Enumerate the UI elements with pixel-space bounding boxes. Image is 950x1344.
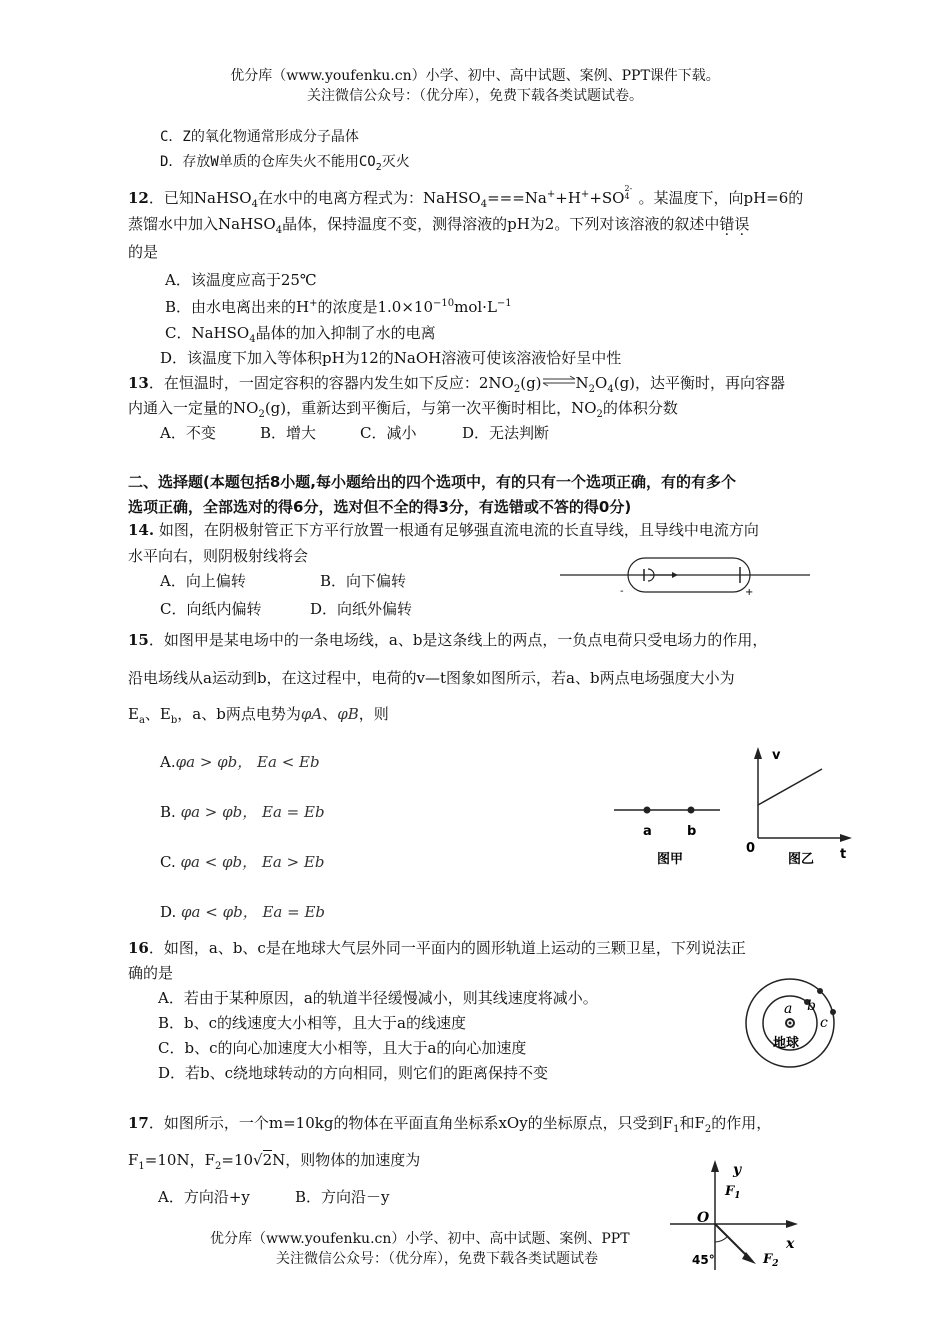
earth-label: 地球 <box>773 1036 800 1051</box>
q14-line-1: 14. 如图，在阴极射管正下方平行放置一根通有足够强直流电流的长直导线，且导线中电流方向 <box>128 521 759 539</box>
y-axis-label: y <box>733 1162 742 1178</box>
x-axis-label: x <box>786 1236 795 1252</box>
force-coordinate-figure <box>660 1160 810 1280</box>
q16-option-b: B．b、c的线速度大小相等，且大于a的线速度 <box>158 1014 466 1032</box>
q11-option-d: D．存放W单质的仓库失火不能用$CO_2$灭火 <box>160 154 410 173</box>
q17-option-b: B．方向沿－y <box>295 1188 390 1206</box>
q16-option-a: A．若由于某种原因，a的轨道半径缓慢减小，则其线速度将减小。 <box>158 989 598 1007</box>
satellite-c-label: c <box>820 1015 828 1031</box>
point-b-dot <box>688 807 695 814</box>
satellite-c-dot <box>830 1009 836 1015</box>
header-line-1: 优分库（www.youfenku.cn）小学、初中、高中试题、案例、PPT课件下载。 <box>230 68 720 84</box>
q17-line-2: $F_1=10N$，$F_2=10√2N$，则物体的加速度为 <box>128 1151 421 1172</box>
q12-line-3: 的是 <box>128 243 159 261</box>
q13-option-b: B．增大 <box>260 424 317 442</box>
q13-option-a: A．不变 <box>160 424 216 442</box>
point-a-label: a <box>643 824 652 839</box>
q14-option-a: A．向上偏转 <box>160 572 246 590</box>
q15-option-d: D. φa < φb， Ea = Eb <box>160 903 326 921</box>
q16-line-1: 16．如图，a、b、c是在地球大气层外同一平面内的圆形轨道上运动的三颗卫星，下列说法正 <box>128 939 746 957</box>
footer-line-1: 优分库（www.youfenku.cn）小学、初中、高中试题、案例、PPT <box>210 1231 630 1247</box>
q14-option-c: C．向纸内偏转 <box>160 600 262 618</box>
section-2-heading-line-2: 选项正确，全部选对的得6分，选对但不全的得3分，有选错或不答的得0分) <box>128 498 632 516</box>
q15-line-3: $E_a$、$E_b$，a、b两点电势为φA、φB，则 <box>128 705 389 726</box>
satellite-orbits-figure <box>745 975 845 1075</box>
q13-option-c: C．减小 <box>360 424 417 442</box>
vt-line <box>758 769 822 805</box>
q13-line-2: 内通入一定量的$NO_2(g)$，重新达到平衡后，与第一次平衡时相比，$NO_2$的体积分数 <box>128 399 678 420</box>
q14-option-d: D．向纸外偏转 <box>310 600 413 618</box>
q13-option-d: D．无法判断 <box>462 424 550 442</box>
q15-line-2: 沿电场线从a运动到b，在这过程中，电荷的v—t图象如图所示，若a、b两点电场强度大小为 <box>128 669 735 687</box>
q13-line-1: 13．在恒温时，一固定容积的容器内发生如下反应：$2NO_2(g)$ $N_2O_4(g)$，达平衡时，再向容器 <box>128 374 786 395</box>
satellite-b-label: b <box>807 998 816 1014</box>
q16-option-c: C．b、c的向心加速度大小相等，且大于a的向心加速度 <box>158 1039 527 1057</box>
origin-label: 0 <box>746 841 756 856</box>
electric-field-line-figure <box>612 795 722 870</box>
q16-option-d: D．若b、c绕地球转动的方向相同，则它们的距离保持不变 <box>158 1064 549 1082</box>
satellite-a-label: a <box>784 1001 793 1017</box>
force-f1-label: $F_1$ <box>725 1184 741 1201</box>
q15-option-a: A.φa > φb， Ea < Eb <box>160 753 320 771</box>
q12-option-b: B．由水电离出来的H+的浓度是$1.0\times 10^{-10}mol\cdot L^{-1}$ <box>165 298 512 316</box>
angle-45-label: 45° <box>692 1253 715 1267</box>
sqrt-icon: √ <box>253 1151 263 1169</box>
q15-line-1: 15．如图甲是某电场中的一条电场线，a、b是这条线上的两点，一负点电荷只受电场力的作用， <box>128 631 768 649</box>
q14-line-2: 水平向右，则阴极射线将会 <box>128 547 309 565</box>
satellite-b-dot <box>817 988 823 994</box>
figure-yi-caption: 图乙 <box>788 852 815 867</box>
q15-option-c: C. φa < φb， Ea > Eb <box>160 853 325 871</box>
section-2-heading-line-1: 二、选择题(本题包括8小题,每小题给出的四个选项中，有的只有一个选项正确，有的有多个 <box>128 473 736 491</box>
figure-jia-caption: 图甲 <box>657 852 684 867</box>
cathode-ray-tube-figure <box>560 555 812 635</box>
force-f2-label: $F_2$ <box>763 1252 779 1269</box>
q17-option-a: A．方向沿+y <box>158 1188 250 1206</box>
anode-plus-label: + <box>745 587 754 598</box>
point-a-dot <box>644 807 651 814</box>
cathode-minus-label: - <box>620 586 624 597</box>
point-b-label: b <box>687 824 697 839</box>
q15-option-b: B. φa > φb， Ea = Eb <box>160 803 325 821</box>
q12-option-d: D．该温度下加入等体积pH为12的NaOH溶液可使该溶液恰好呈中性 <box>160 349 622 367</box>
q12-line-2: 蒸馏水中加入NaHSO$_4$晶体，保持温度不变，测得溶液的pH为2。下列对该溶液的叙述中错误 <box>128 215 750 236</box>
q11-option-c: C．Z的氧化物通常形成分子晶体 <box>160 129 359 145</box>
t-axis-label: t <box>840 847 847 862</box>
header-line-2: 关注微信公众号：（优分库），免费下载各类试题试卷。 <box>307 88 643 104</box>
v-axis-label: v <box>772 748 781 763</box>
origin-o-label: O <box>697 1210 710 1226</box>
q16-line-2: 确的是 <box>128 964 174 982</box>
q14-option-b: B．向下偏转 <box>320 572 407 590</box>
vt-graph-figure <box>740 745 860 870</box>
footer-line-2: 关注微信公众号：（优分库），免费下载各类试题试卷 <box>276 1251 598 1267</box>
q12-option-a: A．该温度应高于25℃ <box>165 271 317 289</box>
q12-line-1: 12．已知NaHSO$_4$在水中的电离方程式为：NaHSO$_4$===Na++H++SO2- 4 。某温度下，向pH=6的 <box>128 184 804 210</box>
equilibrium-arrow-icon <box>542 376 576 386</box>
q17-line-1: 17．如图所示，一个m=10kg的物体在平面直角坐标系xOy的坐标原点，只受到$F_1$和$F_2$的作用， <box>128 1114 772 1135</box>
q12-option-c: C．NaHSO$_4$晶体的加入抑制了水的电离 <box>165 324 436 345</box>
